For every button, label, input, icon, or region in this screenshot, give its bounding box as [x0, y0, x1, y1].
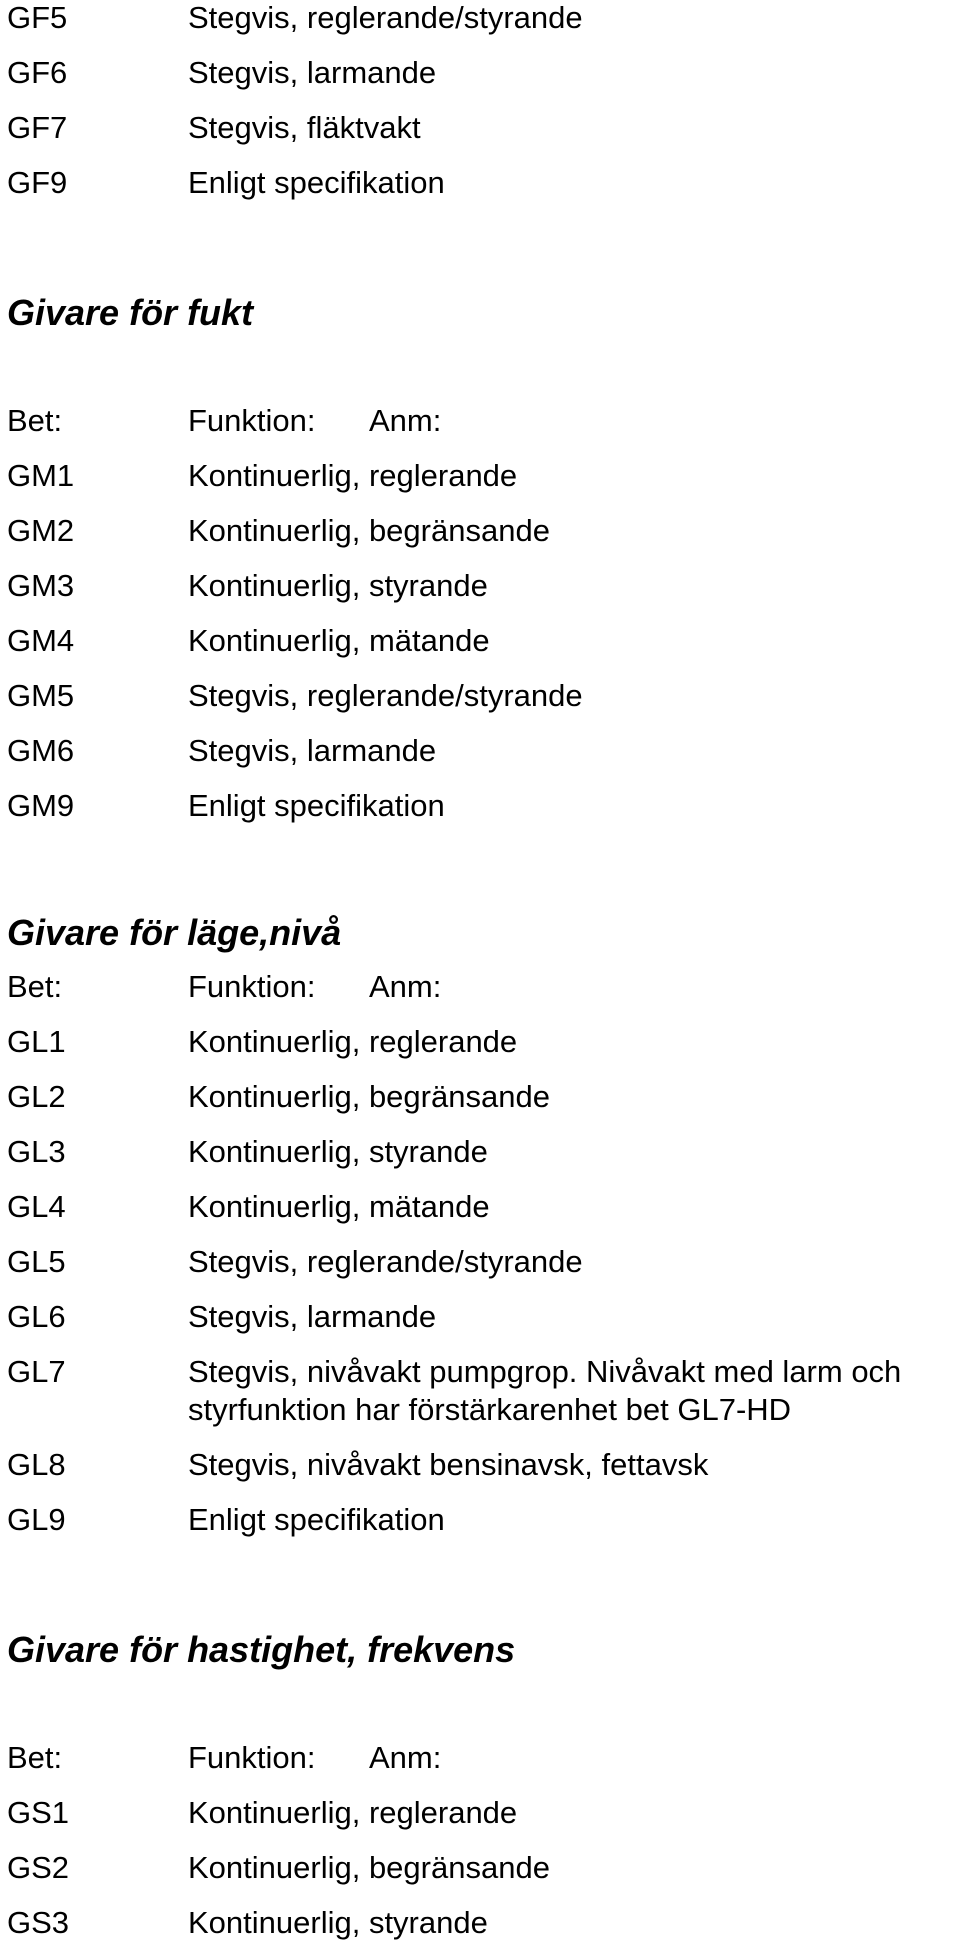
- desc-gl9: Enligt specifikation: [188, 1502, 445, 1537]
- heading-givare-fukt: Givare för fukt: [7, 292, 254, 333]
- desc-gl6: Stegvis, larmande: [188, 1299, 437, 1334]
- code-gl4: GL4: [7, 1189, 66, 1224]
- desc-gm3: Kontinuerlig, styrande: [188, 568, 488, 603]
- desc-gf7: Stegvis, fläktvakt: [188, 110, 421, 145]
- code-gl5: GL5: [7, 1244, 66, 1279]
- column-header-anm: Anm:: [369, 969, 442, 1004]
- desc-gm5: Stegvis, reglerande/styrande: [188, 678, 583, 713]
- code-gl3: GL3: [7, 1134, 66, 1169]
- desc-gs1: Kontinuerlig, reglerande: [188, 1795, 518, 1830]
- code-gl8: GL8: [7, 1447, 66, 1482]
- code-gm6: GM6: [7, 733, 75, 768]
- code-gf6: GF6: [7, 55, 68, 90]
- column-header-funktion: Funktion:: [188, 1740, 316, 1775]
- code-gm5: GM5: [7, 678, 75, 713]
- desc-gs2: Kontinuerlig, begränsande: [188, 1850, 550, 1885]
- column-header-funktion: Funktion:: [188, 969, 316, 1004]
- code-gm4: GM4: [7, 623, 75, 658]
- code-gm9: GM9: [7, 788, 75, 823]
- desc-gf9: Enligt specifikation: [188, 165, 445, 200]
- code-gs2: GS2: [7, 1850, 70, 1885]
- desc-gl1: Kontinuerlig, reglerande: [188, 1024, 518, 1059]
- desc-gl2: Kontinuerlig, begränsande: [188, 1079, 550, 1114]
- code-gl6: GL6: [7, 1299, 66, 1334]
- desc-gl3: Kontinuerlig, styrande: [188, 1134, 488, 1169]
- code-gf9: GF9: [7, 165, 68, 200]
- column-header-anm: Anm:: [369, 403, 442, 438]
- column-header-bet: Bet:: [7, 403, 63, 438]
- code-gl1: GL1: [7, 1024, 66, 1059]
- column-header-funktion: Funktion:: [188, 403, 316, 438]
- code-gs3: GS3: [7, 1905, 70, 1940]
- desc-gl7-continuation: styrfunktion har förstärkarenhet bet GL7-HD: [188, 1392, 792, 1427]
- code-gm2: GM2: [7, 513, 75, 548]
- heading-givare-hastighet-frekvens: Givare för hastighet, frekvens: [7, 1629, 516, 1670]
- code-gl7: GL7: [7, 1354, 66, 1389]
- desc-gm2: Kontinuerlig, begränsande: [188, 513, 550, 548]
- desc-gm1: Kontinuerlig, reglerande: [188, 458, 518, 493]
- desc-gf5: Stegvis, reglerande/styrande: [188, 0, 583, 35]
- code-gf7: GF7: [7, 110, 68, 145]
- desc-gm4: Kontinuerlig, mätande: [188, 623, 490, 658]
- column-header-bet: Bet:: [7, 1740, 63, 1775]
- code-gm3: GM3: [7, 568, 75, 603]
- code-gs1: GS1: [7, 1795, 70, 1830]
- code-gl2: GL2: [7, 1079, 66, 1114]
- desc-gl4: Kontinuerlig, mätande: [188, 1189, 490, 1224]
- desc-gl8: Stegvis, nivåvakt bensinavsk, fettavsk: [188, 1447, 709, 1482]
- desc-gm9: Enligt specifikation: [188, 788, 445, 823]
- desc-gm6: Stegvis, larmande: [188, 733, 437, 768]
- code-gl9: GL9: [7, 1502, 66, 1537]
- desc-gf6: Stegvis, larmande: [188, 55, 437, 90]
- code-gm1: GM1: [7, 458, 75, 493]
- desc-gl7: Stegvis, nivåvakt pumpgrop. Nivåvakt med larm och: [188, 1354, 902, 1389]
- column-header-bet: Bet:: [7, 969, 63, 1004]
- heading-givare-lage-niva: Givare för läge,nivå: [7, 912, 342, 953]
- desc-gs3: Kontinuerlig, styrande: [188, 1905, 488, 1940]
- code-gf5: GF5: [7, 0, 68, 35]
- column-header-anm: Anm:: [369, 1740, 442, 1775]
- desc-gl5: Stegvis, reglerande/styrande: [188, 1244, 583, 1279]
